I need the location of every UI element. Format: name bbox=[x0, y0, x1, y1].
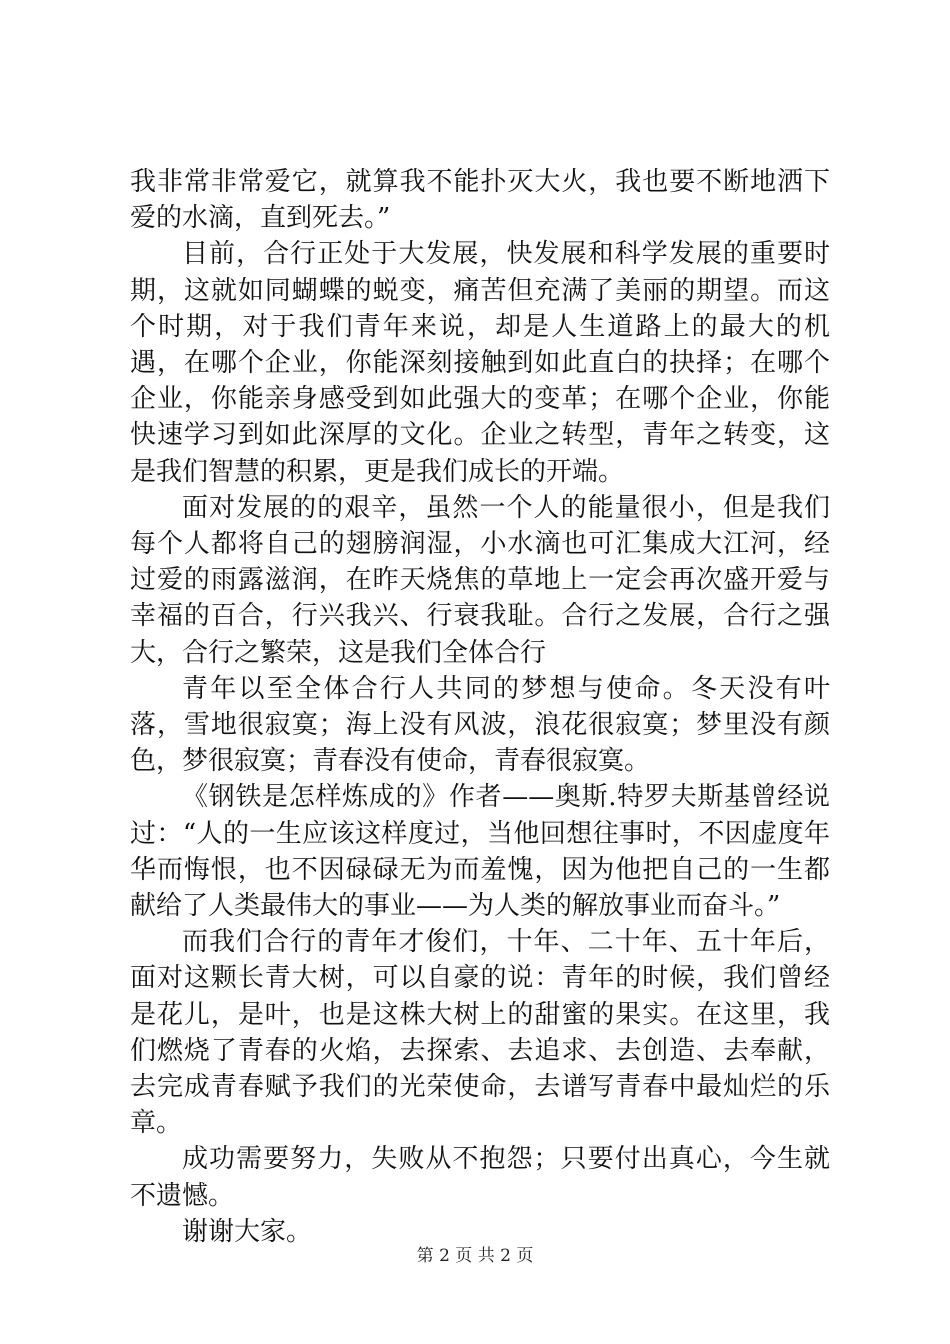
paragraph-6: 而我们合行的青年才俊们，十年、二十年、五十年后，面对这颗长青大树，可以自豪的说：青年的时候，我们曾经是花儿，是叶，也是这株大树上的甜蜜的果实。在这里，我们燃烧了青春的火焰，去探索、去追求、去创造、去奉献，去完成青春赋予我们的光荣使命，去谱写青春中最灿烂的乐章。 bbox=[130, 927, 830, 1139]
paragraph-2: 目前，合行正处于大发展，快发展和科学发展的重要时期，这就如同蝴蝶的蜕变，痛苦但充满了美丽的期望。而这个时期，对于我们青年来说，却是人生道路上的最大的机遇，在哪个企业，你能深刻接触到如此直白的抉择；在哪个企业，你能亲身感受到如此强大的变革；在哪个企业，你能快速学习到如此深厚的文化。企业之转型，青年之转变，这是我们智慧的积累，更是我们成长的开端。 bbox=[130, 239, 830, 487]
paragraph-8: 谢谢大家。 bbox=[182, 1216, 313, 1247]
paragraph-5: 《钢铁是怎样炼成的》作者——奥斯.特罗夫斯基曾经说过：“人的一生应该这样度过，当他回想往事时，不因虚度年华而悔恨，也不因碌碌无为而羞愧，因为他把自己的一生都献给了人类最伟大的事业——为人类的解放事业而奋斗。” bbox=[130, 782, 830, 922]
document-body bbox=[130, 164, 830, 1250]
paragraph-7: 成功需要努力，失败从不抱怨；只要付出真心，今生就不遗憾。 bbox=[130, 1144, 830, 1211]
paragraph-1: 我非常非常爱它，就算我不能扑灭大火，我也要不断地洒下爱的水滴，直到死去。” bbox=[130, 167, 830, 234]
page-footer: 第 2 页 共 2 页 bbox=[416, 1246, 534, 1266]
paragraph-3: 面对发展的的艰辛，虽然一个人的能量很小，但是我们每个人都将自己的翅膀润湿，小水滴也可汇集成大江河，经过爱的雨露滋润，在昨天烧焦的草地上一定会再次盛开爱与幸福的百合，行兴我兴、行衰我耻。合行之发展，合行之强大，合行之繁荣，这是我们全体合行 bbox=[130, 492, 830, 668]
paragraph-4: 青年以至全体合行人共同的梦想与使命。冬天没有叶落，雪地很寂寞；海上没有风波，浪花很寂寞；梦里没有颜色，梦很寂寞；青春没有使命，青春很寂寞。 bbox=[130, 673, 830, 777]
